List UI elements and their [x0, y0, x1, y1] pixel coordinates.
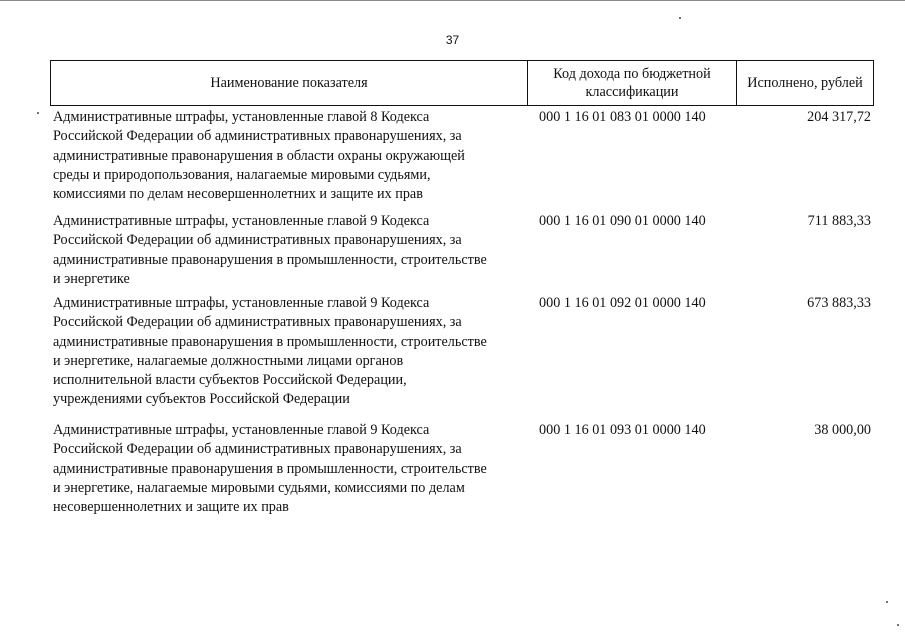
- scan-speck: [679, 17, 681, 19]
- scan-speck: [897, 624, 899, 626]
- row-name-line: административные правонарушения в промышленности, строительстве: [53, 460, 487, 477]
- row-name-line: Российской Федерации об административных правонарушениях, за: [53, 232, 462, 249]
- header-income-code: [527, 61, 736, 105]
- header-executed-amount: Исполнено, рублей: [736, 61, 873, 105]
- row-income-code: 000 1 16 01 083 01 0000 140: [539, 109, 706, 125]
- row-name-line: Административные штрафы, установленные главой 9 Кодекса: [53, 422, 430, 438]
- scan-speck: [37, 112, 39, 114]
- row-indicator-name: [53, 421, 528, 517]
- row-name-line: административные правонарушения в промышленности, строительстве: [53, 333, 487, 350]
- row-name-line: учреждениями субъектов Российской Федерации: [53, 391, 350, 408]
- header-indicator-name: Наименование показателя: [210, 75, 368, 91]
- row-name-line: несовершеннолетних и защите их прав: [53, 499, 289, 516]
- row-name-line: и энергетике: [53, 270, 130, 287]
- header-income-code-line1: Код дохода по бюджетной: [553, 66, 711, 82]
- row-name-line: административные правонарушения в промышленности, строительстве: [53, 251, 487, 268]
- row-income-code: 000 1 16 01 092 01 0000 140: [539, 295, 706, 311]
- row-indicator-name: [53, 212, 528, 289]
- row-indicator-name: [53, 108, 528, 204]
- row-executed-amount: 204 317,72: [807, 109, 871, 125]
- row-name-line: Административные штрафы, установленные главой 8 Кодекса: [53, 109, 430, 125]
- row-name-line: Российской Федерации об административных правонарушениях, за: [53, 128, 462, 145]
- row-name-line: Российской Федерации об административных правонарушениях, за: [53, 314, 462, 331]
- scan-speck: [886, 601, 888, 603]
- row-name-line: административные правонарушения в области охраны окружающей: [53, 147, 465, 164]
- row-executed-amount: 38 000,00: [814, 422, 871, 438]
- row-income-code: 000 1 16 01 093 01 0000 140: [539, 422, 706, 438]
- row-executed-amount: 673 883,33: [807, 295, 871, 311]
- row-executed-amount: 711 883,33: [807, 213, 871, 229]
- row-name-line: исполнительной власти субъектов Российской Федерации,: [53, 372, 407, 389]
- row-name-line: и энергетике, налагаемые должностными лицами органов: [53, 352, 404, 369]
- row-income-code: 000 1 16 01 090 01 0000 140: [539, 213, 706, 229]
- table-header: [50, 60, 874, 106]
- page-top-border: [0, 0, 905, 1]
- row-name-line: Административные штрафы, установленные главой 9 Кодекса: [53, 213, 430, 229]
- row-name-line: и энергетике, налагаемые мировыми судьями, комиссиями по делам: [53, 479, 465, 496]
- row-name-line: Административные штрафы, установленные главой 9 Кодекса: [53, 295, 430, 311]
- row-indicator-name: [53, 294, 528, 410]
- row-name-line: комиссиями по делам несовершеннолетних и защите их прав: [53, 186, 423, 203]
- header-income-code-line2: классификации: [585, 84, 679, 100]
- row-name-line: Российской Федерации об административных правонарушениях, за: [53, 441, 462, 458]
- row-name-line: среды и природопользования, налагаемые мировыми судьями,: [53, 166, 431, 183]
- page-number: 37: [445, 33, 460, 47]
